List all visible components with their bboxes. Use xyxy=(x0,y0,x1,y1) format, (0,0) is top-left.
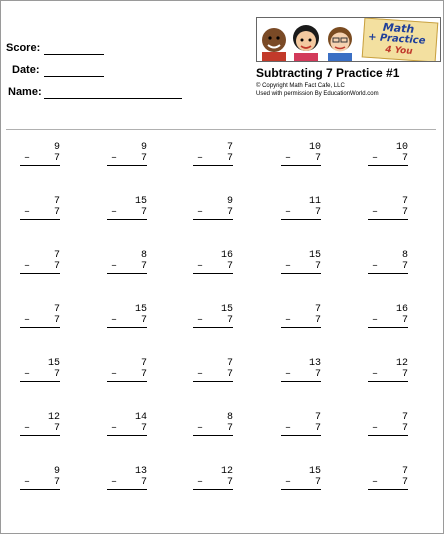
minus-sign: – xyxy=(111,261,118,272)
logo-4you: 4 You xyxy=(384,45,413,57)
minuend: 13 xyxy=(308,358,321,369)
minus-sign: – xyxy=(285,153,292,164)
subtrahend-line xyxy=(20,369,60,382)
subtrahend: 7 xyxy=(226,261,233,272)
score-label: Score: xyxy=(6,42,41,54)
subtrahend: 7 xyxy=(401,261,408,272)
subtrahend: 7 xyxy=(53,423,60,434)
logo-badge xyxy=(362,17,439,62)
subtrahend-line xyxy=(368,153,408,166)
problem xyxy=(107,466,147,490)
subtrahend-line xyxy=(107,207,147,220)
minuend: 15 xyxy=(134,304,147,315)
minuend: 15 xyxy=(308,466,321,477)
minuend: 11 xyxy=(308,196,321,207)
minuend: 12 xyxy=(47,412,60,423)
subtrahend-line xyxy=(20,261,60,274)
subtrahend: 7 xyxy=(314,477,321,488)
problem xyxy=(193,358,233,382)
problem xyxy=(193,142,233,166)
subtrahend: 7 xyxy=(401,369,408,380)
subtrahend: 7 xyxy=(226,369,233,380)
subtrahend: 7 xyxy=(401,477,408,488)
minus-sign: – xyxy=(197,423,204,434)
subtrahend-line xyxy=(20,477,60,490)
subtrahend: 7 xyxy=(226,477,233,488)
minuend: 7 xyxy=(314,412,321,423)
subtrahend-line xyxy=(20,423,60,436)
subtrahend: 7 xyxy=(226,153,233,164)
subtrahend-line xyxy=(107,423,147,436)
subtrahend-line xyxy=(368,315,408,328)
subtrahend: 7 xyxy=(53,369,60,380)
minuend: 9 xyxy=(53,142,60,153)
minus-sign: – xyxy=(111,423,118,434)
minuend: 9 xyxy=(140,142,147,153)
minuend: 7 xyxy=(401,466,408,477)
subtrahend-line xyxy=(368,369,408,382)
problem xyxy=(20,142,60,166)
problem xyxy=(193,196,233,220)
subtrahend-line xyxy=(107,153,147,166)
problem xyxy=(20,358,60,382)
subtrahend-line xyxy=(193,369,233,382)
problem xyxy=(107,250,147,274)
problem xyxy=(281,358,321,382)
minus-sign: – xyxy=(24,423,31,434)
logo-math: Math xyxy=(382,20,415,36)
minus-sign: – xyxy=(372,477,379,488)
minuend: 7 xyxy=(140,358,147,369)
problem xyxy=(20,304,60,328)
problem xyxy=(107,412,147,436)
subtrahend-line xyxy=(107,315,147,328)
problem xyxy=(20,412,60,436)
problem xyxy=(281,412,321,436)
date-line xyxy=(44,76,104,77)
problem xyxy=(281,142,321,166)
problem xyxy=(281,196,321,220)
worksheet-title: Subtracting 7 Practice #1 xyxy=(256,66,400,80)
score-field xyxy=(6,42,40,54)
subtrahend: 7 xyxy=(53,477,60,488)
minus-sign: – xyxy=(285,477,292,488)
problem xyxy=(368,412,408,436)
subtrahend: 7 xyxy=(226,315,233,326)
subtrahend: 7 xyxy=(53,315,60,326)
minuend: 7 xyxy=(401,412,408,423)
subtrahend: 7 xyxy=(314,423,321,434)
minus-sign: – xyxy=(111,207,118,218)
minuend: 15 xyxy=(134,196,147,207)
minus-sign: – xyxy=(372,207,379,218)
minuend: 14 xyxy=(134,412,147,423)
subtrahend-line xyxy=(193,315,233,328)
subtrahend-line xyxy=(368,207,408,220)
subtrahend-line xyxy=(193,261,233,274)
logo-practice: + Practice xyxy=(367,31,426,47)
subtrahend-line xyxy=(20,315,60,328)
subtrahend-line xyxy=(193,207,233,220)
minus-sign: – xyxy=(285,369,292,380)
problem xyxy=(368,466,408,490)
problem xyxy=(281,304,321,328)
name-line xyxy=(44,98,182,99)
subtrahend: 7 xyxy=(226,423,233,434)
subtrahend: 7 xyxy=(401,423,408,434)
date-field xyxy=(12,64,40,76)
minus-sign: – xyxy=(197,315,204,326)
subtrahend: 7 xyxy=(314,261,321,272)
subtrahend-line xyxy=(368,261,408,274)
minus-sign: – xyxy=(24,207,31,218)
subtrahend: 7 xyxy=(401,315,408,326)
subtrahend-line xyxy=(193,153,233,166)
minuend: 15 xyxy=(47,358,60,369)
minus-sign: – xyxy=(372,261,379,272)
subtrahend: 7 xyxy=(140,369,147,380)
subtrahend-line xyxy=(281,423,321,436)
minus-sign: – xyxy=(372,423,379,434)
minuend: 7 xyxy=(226,358,233,369)
subtrahend-line xyxy=(281,315,321,328)
header-divider xyxy=(6,129,436,130)
minus-sign: – xyxy=(372,315,379,326)
subtrahend: 7 xyxy=(53,261,60,272)
subtrahend: 7 xyxy=(314,369,321,380)
subtrahend: 7 xyxy=(140,207,147,218)
minus-sign: – xyxy=(197,261,204,272)
subtrahend-line xyxy=(368,477,408,490)
problem xyxy=(20,196,60,220)
subtrahend: 7 xyxy=(140,423,147,434)
subtrahend: 7 xyxy=(140,315,147,326)
problem xyxy=(107,196,147,220)
minus-sign: – xyxy=(24,369,31,380)
problem xyxy=(20,466,60,490)
subtrahend: 7 xyxy=(314,315,321,326)
subtrahend: 7 xyxy=(314,153,321,164)
problem xyxy=(193,466,233,490)
subtrahend-line xyxy=(281,369,321,382)
permission-text: Used with permission By EducationWorld.com xyxy=(256,91,379,97)
name-field xyxy=(8,86,42,98)
subtrahend-line xyxy=(368,423,408,436)
minus-sign: – xyxy=(285,315,292,326)
score-line xyxy=(44,54,104,55)
problem xyxy=(368,250,408,274)
minuend: 8 xyxy=(140,250,147,261)
minuend: 16 xyxy=(220,250,233,261)
minus-sign: – xyxy=(111,315,118,326)
minuend: 12 xyxy=(220,466,233,477)
minus-sign: – xyxy=(197,207,204,218)
minuend: 12 xyxy=(395,358,408,369)
subtrahend-line xyxy=(20,207,60,220)
subtrahend: 7 xyxy=(53,207,60,218)
minuend: 7 xyxy=(53,196,60,207)
minus-sign: – xyxy=(197,153,204,164)
minuend: 15 xyxy=(220,304,233,315)
subtrahend-line xyxy=(20,153,60,166)
minuend: 10 xyxy=(395,142,408,153)
problem xyxy=(368,196,408,220)
minuend: 13 xyxy=(134,466,147,477)
minus-sign: – xyxy=(197,369,204,380)
subtrahend-line xyxy=(281,207,321,220)
subtrahend: 7 xyxy=(53,153,60,164)
minuend: 7 xyxy=(53,304,60,315)
minuend: 15 xyxy=(308,250,321,261)
minus-sign: – xyxy=(24,153,31,164)
minuend: 7 xyxy=(53,250,60,261)
minus-sign: – xyxy=(24,261,31,272)
subtrahend: 7 xyxy=(226,207,233,218)
problem xyxy=(368,304,408,328)
name-label: Name: xyxy=(8,86,42,98)
problem xyxy=(281,250,321,274)
copyright-text: © Copyright Math Fact Cafe, LLC xyxy=(256,83,345,89)
subtrahend-line xyxy=(281,261,321,274)
minus-sign: – xyxy=(111,153,118,164)
problem xyxy=(107,304,147,328)
minuend: 7 xyxy=(314,304,321,315)
subtrahend-line xyxy=(281,477,321,490)
problem xyxy=(107,142,147,166)
minuend: 8 xyxy=(226,412,233,423)
minuend: 9 xyxy=(53,466,60,477)
minuend: 9 xyxy=(226,196,233,207)
problem xyxy=(193,304,233,328)
minus-sign: – xyxy=(197,477,204,488)
minuend: 8 xyxy=(401,250,408,261)
subtrahend-line xyxy=(281,153,321,166)
minus-sign: – xyxy=(24,477,31,488)
minus-sign: – xyxy=(24,315,31,326)
minus-sign: – xyxy=(372,153,379,164)
minuend: 7 xyxy=(401,196,408,207)
minuend: 10 xyxy=(308,142,321,153)
subtrahend-line xyxy=(107,477,147,490)
subtrahend: 7 xyxy=(401,153,408,164)
subtrahend: 7 xyxy=(140,153,147,164)
problem xyxy=(368,358,408,382)
subtrahend: 7 xyxy=(140,261,147,272)
minus-sign: – xyxy=(111,369,118,380)
logo xyxy=(256,17,441,62)
minuend: 7 xyxy=(226,142,233,153)
subtrahend-line xyxy=(193,423,233,436)
minus-sign: – xyxy=(372,369,379,380)
subtrahend-line xyxy=(107,369,147,382)
children-illustration xyxy=(257,18,361,61)
minus-sign: – xyxy=(285,261,292,272)
minus-sign: – xyxy=(111,477,118,488)
problem xyxy=(368,142,408,166)
subtrahend: 7 xyxy=(401,207,408,218)
subtrahend: 7 xyxy=(314,207,321,218)
problem xyxy=(193,250,233,274)
problem xyxy=(107,358,147,382)
minuend: 16 xyxy=(395,304,408,315)
date-label: Date: xyxy=(12,64,40,76)
minus-sign: – xyxy=(285,423,292,434)
problem xyxy=(193,412,233,436)
minus-sign: – xyxy=(285,207,292,218)
subtrahend: 7 xyxy=(140,477,147,488)
problem xyxy=(20,250,60,274)
problem xyxy=(281,466,321,490)
subtrahend-line xyxy=(193,477,233,490)
subtrahend-line xyxy=(107,261,147,274)
